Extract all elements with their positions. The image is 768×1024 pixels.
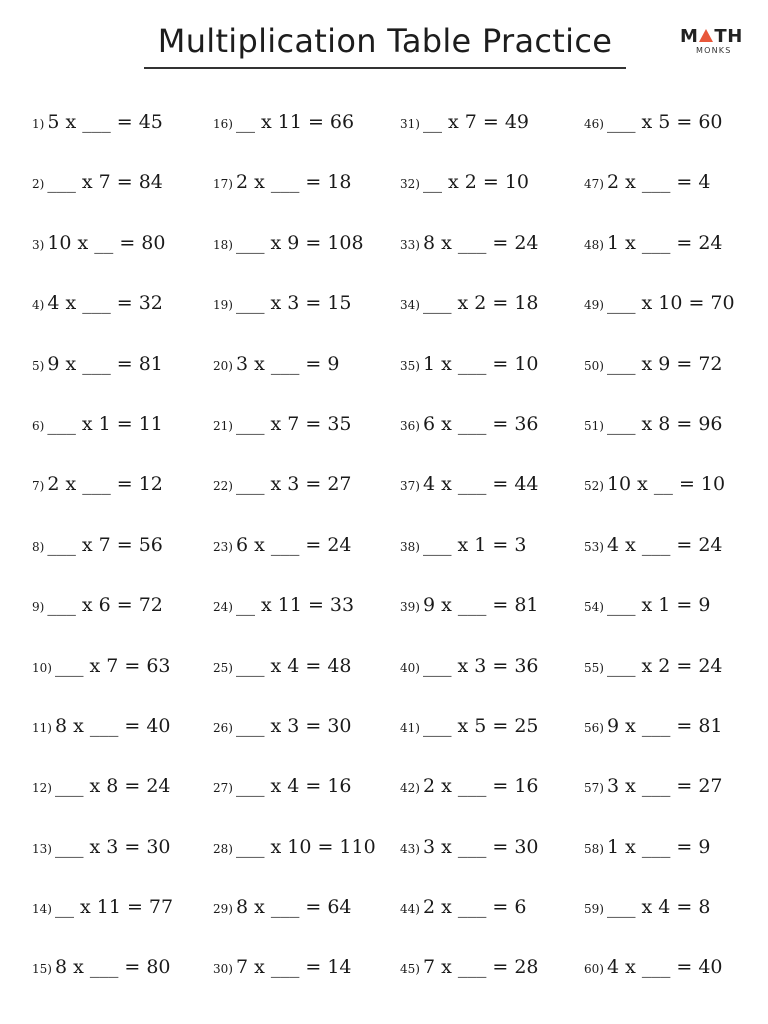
problem-number: 33) bbox=[400, 237, 420, 252]
problem-equation: ___ x 8 = 96 bbox=[606, 412, 723, 435]
problem-number: 12) bbox=[32, 781, 52, 796]
problem-equation: ___ x 2 = 18 bbox=[422, 292, 539, 315]
problem-item bbox=[584, 92, 735, 152]
problem-number: 5) bbox=[32, 358, 45, 373]
problem-item bbox=[584, 696, 735, 756]
problem-item bbox=[400, 394, 539, 454]
problem-item bbox=[213, 696, 376, 756]
problem-item bbox=[400, 92, 539, 152]
problem-item bbox=[213, 636, 376, 696]
problem-number: 30) bbox=[213, 962, 233, 977]
problem-number: 22) bbox=[213, 479, 233, 494]
problem-equation: 6 x ___ = 36 bbox=[422, 412, 539, 435]
problem-equation: 2 x ___ = 4 bbox=[606, 171, 711, 194]
problem-item bbox=[213, 877, 376, 937]
problem-item bbox=[213, 454, 376, 514]
problem-number: 17) bbox=[213, 177, 233, 192]
problem-number: 54) bbox=[584, 600, 604, 615]
problem-number: 59) bbox=[584, 902, 604, 917]
problem-item bbox=[213, 937, 376, 997]
problem-item bbox=[584, 636, 735, 696]
problem-equation: 2 x ___ = 18 bbox=[235, 171, 352, 194]
problem-number: 31) bbox=[400, 117, 420, 131]
problem-equation: ___ x 1 = 11 bbox=[47, 412, 163, 435]
problem-number: 42) bbox=[400, 781, 420, 796]
problem-number: 39) bbox=[400, 600, 420, 615]
problem-equation: ___ x 3 = 27 bbox=[235, 473, 352, 496]
problem-number: 29) bbox=[213, 902, 233, 917]
problem-number: 32) bbox=[400, 177, 420, 192]
problem-number: 60) bbox=[584, 962, 604, 977]
problem-item bbox=[32, 152, 173, 212]
problem-item bbox=[400, 334, 539, 394]
problem-equation: 9 x ___ = 81 bbox=[606, 714, 723, 737]
problem-equation: 10 x __ = 10 bbox=[606, 473, 726, 496]
problem-equation: 2 x ___ = 12 bbox=[47, 473, 163, 496]
problem-number: 25) bbox=[213, 660, 233, 675]
problem-equation: ___ x 10 = 110 bbox=[235, 835, 376, 858]
problem-item bbox=[400, 817, 539, 877]
problem-item bbox=[213, 817, 376, 877]
problem-equation: ___ x 1 = 3 bbox=[422, 533, 527, 556]
problem-equation: 2 x ___ = 6 bbox=[422, 896, 527, 919]
problem-item bbox=[584, 756, 735, 816]
problem-item bbox=[213, 756, 376, 816]
problem-equation: ___ x 2 = 24 bbox=[606, 654, 723, 677]
problem-equation: 3 x ___ = 30 bbox=[422, 835, 539, 858]
problem-equation: 7 x ___ = 28 bbox=[422, 956, 539, 979]
problem-number: 19) bbox=[213, 298, 233, 313]
problem-item bbox=[32, 877, 173, 937]
problem-equation: ___ x 8 = 24 bbox=[54, 775, 171, 798]
problem-number: 45) bbox=[400, 962, 420, 977]
problem-equation: ___ x 7 = 35 bbox=[235, 412, 352, 435]
problem-equation: 9 x ___ = 81 bbox=[422, 594, 539, 617]
problem-equation: ___ x 3 = 30 bbox=[54, 835, 171, 858]
problem-number: 13) bbox=[32, 841, 52, 856]
problem-item bbox=[400, 877, 539, 937]
problem-item bbox=[32, 756, 173, 816]
problem-equation: __ x 11 = 66 bbox=[235, 111, 355, 133]
problem-item bbox=[32, 213, 173, 273]
problem-equation: ___ x 6 = 72 bbox=[47, 594, 163, 617]
problem-item bbox=[584, 334, 735, 394]
problem-item bbox=[213, 152, 376, 212]
problem-equation: 7 x ___ = 14 bbox=[235, 956, 352, 979]
problem-equation: 4 x ___ = 40 bbox=[606, 956, 723, 979]
problem-equation: 3 x ___ = 27 bbox=[606, 775, 723, 798]
problem-item bbox=[400, 937, 539, 997]
problem-equation: 4 x ___ = 24 bbox=[606, 533, 723, 556]
problem-number: 58) bbox=[584, 841, 604, 856]
problem-item bbox=[400, 756, 539, 816]
problem-equation: 8 x ___ = 64 bbox=[235, 896, 352, 919]
problem-number: 6) bbox=[32, 418, 45, 433]
problem-equation: ___ x 3 = 36 bbox=[422, 654, 539, 677]
problem-equation: 3 x ___ = 9 bbox=[235, 352, 340, 375]
problem-number: 55) bbox=[584, 660, 604, 675]
logo-letter-m: M bbox=[680, 26, 699, 47]
problem-equation: ___ x 4 = 16 bbox=[235, 775, 352, 798]
problem-item bbox=[213, 575, 376, 635]
problem-number: 3) bbox=[32, 237, 45, 252]
problem-column-1 bbox=[32, 92, 173, 998]
problem-equation: ___ x 10 = 70 bbox=[606, 292, 735, 315]
problem-number: 18) bbox=[213, 237, 233, 252]
problem-item bbox=[32, 92, 173, 152]
problem-column-4 bbox=[584, 92, 735, 998]
problem-item bbox=[584, 817, 735, 877]
problem-number: 16) bbox=[213, 117, 233, 131]
problem-item bbox=[213, 334, 376, 394]
problem-equation: ___ x 9 = 108 bbox=[235, 231, 364, 254]
problem-number: 7) bbox=[32, 479, 45, 494]
problem-item bbox=[32, 636, 173, 696]
problem-item bbox=[400, 696, 539, 756]
problem-equation: 5 x ___ = 45 bbox=[47, 111, 163, 133]
problem-equation: 8 x ___ = 24 bbox=[422, 231, 539, 254]
problem-number: 36) bbox=[400, 418, 420, 433]
logo-subtext: MONKS bbox=[696, 46, 732, 55]
problem-item bbox=[32, 394, 173, 454]
problem-number: 34) bbox=[400, 298, 420, 313]
problem-equation: ___ x 7 = 84 bbox=[47, 171, 163, 194]
problem-item bbox=[32, 817, 173, 877]
problem-equation: ___ x 9 = 72 bbox=[606, 352, 723, 375]
problem-equation: ___ x 5 = 60 bbox=[606, 111, 723, 133]
problem-item bbox=[584, 454, 735, 514]
problem-number: 1) bbox=[32, 117, 45, 131]
problem-number: 49) bbox=[584, 298, 604, 313]
logo-triangle-icon bbox=[699, 29, 713, 42]
problem-equation: ___ x 3 = 15 bbox=[235, 292, 352, 315]
problem-item bbox=[32, 273, 173, 333]
problem-item bbox=[584, 515, 735, 575]
problem-equation: ___ x 4 = 48 bbox=[235, 654, 352, 677]
problem-item bbox=[584, 213, 735, 273]
problem-item bbox=[32, 334, 173, 394]
problem-item bbox=[213, 394, 376, 454]
logo-letters-th: TH bbox=[714, 26, 743, 47]
problem-number: 56) bbox=[584, 720, 604, 735]
problem-equation: 10 x __ = 80 bbox=[47, 231, 166, 254]
problem-number: 35) bbox=[400, 358, 420, 373]
problem-equation: ___ x 1 = 9 bbox=[606, 594, 711, 617]
problem-equation: 1 x ___ = 9 bbox=[606, 835, 711, 858]
problem-number: 47) bbox=[584, 177, 604, 192]
problem-number: 57) bbox=[584, 781, 604, 796]
problem-column-3 bbox=[400, 92, 539, 998]
problem-equation: 1 x ___ = 10 bbox=[422, 352, 539, 375]
worksheet-header bbox=[0, 0, 768, 80]
problem-equation: 1 x ___ = 24 bbox=[606, 231, 723, 254]
problem-equation: __ x 11 = 33 bbox=[235, 594, 355, 617]
problem-equation: 4 x ___ = 44 bbox=[422, 473, 539, 496]
problem-equation: ___ x 3 = 30 bbox=[235, 714, 352, 737]
problem-number: 8) bbox=[32, 539, 45, 554]
problem-item bbox=[400, 515, 539, 575]
problem-item bbox=[32, 454, 173, 514]
title-underline bbox=[144, 67, 626, 69]
problem-number: 4) bbox=[32, 298, 45, 313]
problem-number: 38) bbox=[400, 539, 420, 554]
problem-number: 50) bbox=[584, 358, 604, 373]
problem-equation: 8 x ___ = 80 bbox=[54, 956, 171, 979]
problem-number: 43) bbox=[400, 841, 420, 856]
problem-item bbox=[584, 273, 735, 333]
problem-item bbox=[213, 515, 376, 575]
problem-number: 26) bbox=[213, 720, 233, 735]
problem-item bbox=[584, 152, 735, 212]
problem-number: 10) bbox=[32, 660, 52, 675]
problem-number: 53) bbox=[584, 539, 604, 554]
problem-number: 28) bbox=[213, 841, 233, 856]
problem-item bbox=[584, 937, 735, 997]
problem-number: 48) bbox=[584, 237, 604, 252]
problem-equation: __ x 2 = 10 bbox=[422, 171, 530, 194]
problem-number: 52) bbox=[584, 479, 604, 494]
problem-item bbox=[213, 213, 376, 273]
math-monks-logo bbox=[680, 26, 744, 60]
problem-item bbox=[32, 575, 173, 635]
problem-number: 23) bbox=[213, 539, 233, 554]
problem-equation: 8 x ___ = 40 bbox=[54, 714, 171, 737]
problem-number: 24) bbox=[213, 600, 233, 615]
problem-number: 27) bbox=[213, 781, 233, 796]
problem-number: 15) bbox=[32, 962, 52, 977]
problem-number: 20) bbox=[213, 358, 233, 373]
logo-wordmark bbox=[680, 26, 743, 47]
problem-equation: __ x 7 = 49 bbox=[422, 111, 530, 133]
problem-item bbox=[400, 152, 539, 212]
problem-item bbox=[400, 454, 539, 514]
problem-number: 44) bbox=[400, 902, 420, 917]
problem-number: 46) bbox=[584, 117, 604, 131]
problem-number: 51) bbox=[584, 418, 604, 433]
problem-item bbox=[400, 273, 539, 333]
problem-item bbox=[32, 696, 173, 756]
problem-equation: ___ x 7 = 56 bbox=[47, 533, 163, 556]
problem-item bbox=[584, 877, 735, 937]
problem-equation: 2 x ___ = 16 bbox=[422, 775, 539, 798]
problem-column-2 bbox=[213, 92, 376, 998]
problem-equation: ___ x 5 = 25 bbox=[422, 714, 539, 737]
problem-equation: ___ x 7 = 63 bbox=[54, 654, 171, 677]
problem-item bbox=[400, 636, 539, 696]
problem-number: 40) bbox=[400, 660, 420, 675]
problem-item bbox=[584, 394, 735, 454]
page-title: Multiplication Table Practice bbox=[157, 22, 613, 60]
problem-item bbox=[400, 575, 539, 635]
problem-equation: 9 x ___ = 81 bbox=[47, 352, 163, 375]
problem-number: 14) bbox=[32, 902, 52, 917]
problem-number: 37) bbox=[400, 479, 420, 494]
problem-number: 11) bbox=[32, 720, 52, 735]
problem-equation: 4 x ___ = 32 bbox=[47, 292, 163, 315]
problem-number: 2) bbox=[32, 177, 45, 192]
problem-equation: __ x 11 = 77 bbox=[54, 896, 174, 919]
problem-number: 21) bbox=[213, 418, 233, 433]
problem-item bbox=[584, 575, 735, 635]
problem-number: 41) bbox=[400, 720, 420, 735]
problem-equation: 6 x ___ = 24 bbox=[235, 533, 352, 556]
problem-number: 9) bbox=[32, 600, 45, 615]
problem-item bbox=[32, 515, 173, 575]
problem-item bbox=[400, 213, 539, 273]
problem-item bbox=[32, 937, 173, 997]
problem-item bbox=[213, 273, 376, 333]
problem-item bbox=[213, 92, 376, 152]
problem-equation: ___ x 4 = 8 bbox=[606, 896, 711, 919]
